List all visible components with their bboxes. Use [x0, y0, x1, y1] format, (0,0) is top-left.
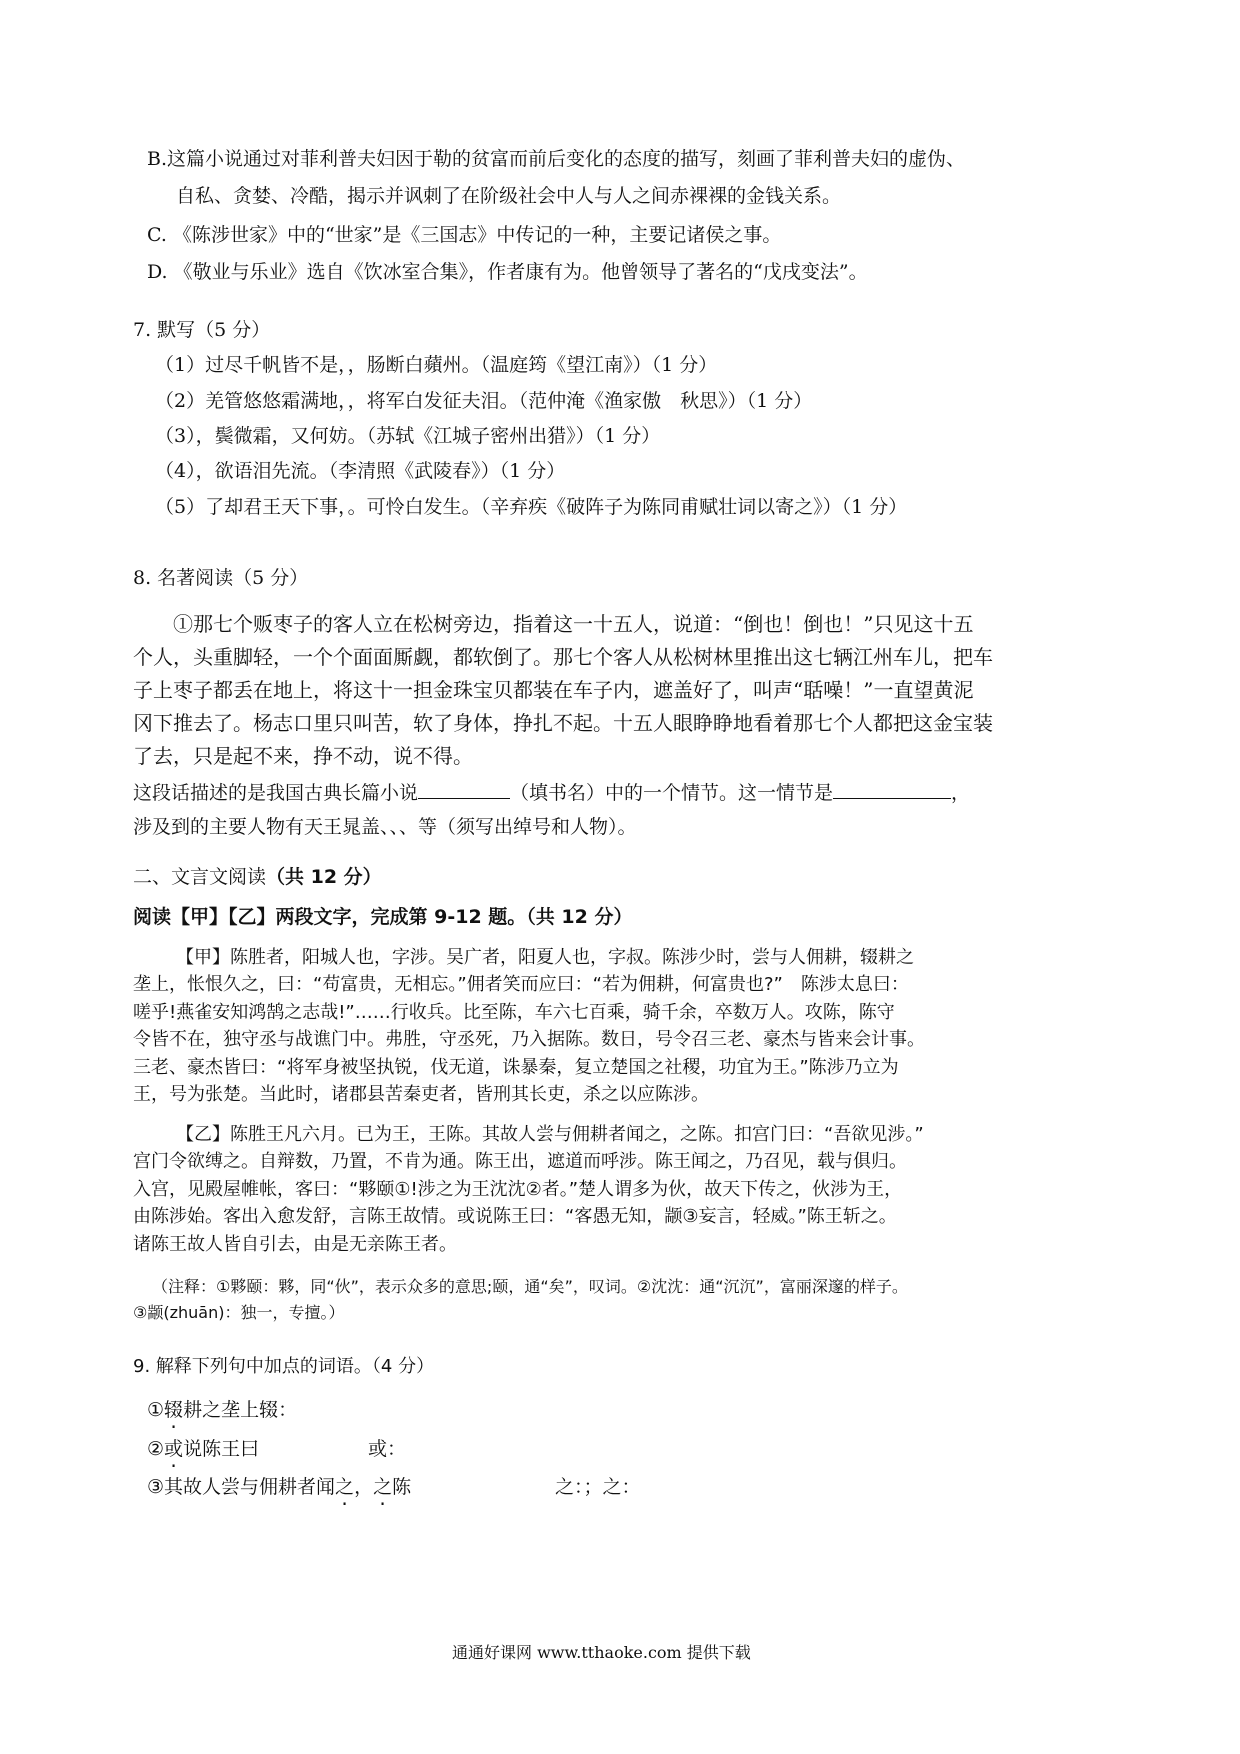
- plot-blank[interactable]: [833, 776, 951, 799]
- jia-line6: 王，号为张楚。当此时，诸郡县苦秦吏者，皆刑其长吏，杀之以应陈涉。: [133, 1084, 709, 1105]
- q8-question-line1: [133, 776, 970, 808]
- q9-item-2-text: 说陈王曰: [183, 1438, 260, 1460]
- q9-item-3-answer: 之：；之：: [555, 1476, 641, 1498]
- q9-item-2-num: ②: [147, 1438, 165, 1460]
- q8-question-part3: ，: [951, 782, 971, 804]
- jia-line2: 垄上，怅恨久之，曰：“苟富贵，无相忘。”佣者笑而应曰：“若为佣耕，何富贵也?” 陈涉太息曰：: [133, 974, 909, 995]
- notes-line1: （注释：①夥颐：夥，同“伙”，表示众多的意思;颐，通“矣”，叹词。②沈沈：通“沉沉”，富丽深邃的样子。: [152, 1277, 908, 1296]
- q9-item-2: [147, 1434, 259, 1464]
- q8-passage-line5: 了去，只是起不来，挣不动，说不得。: [133, 744, 473, 768]
- q7-item-3: （3），鬓微霜，又何妨。（苏轼《江城子密州出猎》）（1 分）: [155, 425, 661, 447]
- q9-item-3: [147, 1472, 411, 1502]
- dotted-word-zhi-2: 之: [373, 1476, 393, 1498]
- q7-item-4: （4），欲语泪先流。（李清照《武陵春》）（1 分）: [155, 460, 566, 482]
- section2-title: [133, 862, 382, 892]
- q9-item-3-tail: 陈: [392, 1476, 412, 1498]
- jia-line4: 令皆不在，独守丞与战谯门中。弗胜，守丞死，乃入据陈。数日，号令召三老、豪杰与皆来会计事。: [133, 1029, 925, 1050]
- q8-title: 8. 名著阅读（5 分）: [133, 567, 309, 589]
- jia-line1: 【甲】陈胜者，阳城人也，字涉。吴广者，阳夏人也，字叔。陈涉少时，尝与人佣耕，辍耕之: [176, 947, 914, 968]
- footer-source: 通通好课网 www.tthaoke.com 提供下载: [452, 1643, 751, 1662]
- jia-line3: 嗟乎!燕雀安知鸿鹄之志哉!”……行收兵。比至陈，车六七百乘，骑千余，卒数万人。攻陈，陈守: [133, 1002, 895, 1023]
- q8-passage-line3: 子上枣子都丢在地上，将这十一担金珠宝贝都装在车子内，遮盖好了，叫声“聒噪！”一直望黄泥: [133, 678, 974, 702]
- section2-title-score: （共 12 分）: [266, 866, 382, 888]
- option-b-line1: B.这篇小说通过对菲利普夫妇因于勒的贫富而前后变化的态度的描写，刻画了菲利普夫妇的虚伪、: [147, 148, 966, 170]
- q9-item-3-text: ③其故人尝与佣耕者闻: [147, 1476, 336, 1498]
- notes-line2: ③颛(zhuān)：独一，专擅。）: [133, 1303, 345, 1322]
- q9-item-1-text: 耕之垄上辍：: [183, 1399, 298, 1421]
- dotted-word-zhi-1: 之: [335, 1476, 355, 1498]
- q8-passage-line2: 个人，头重脚轻，一个个面面厮觑，都软倒了。那七个客人从松树林里推出这七辆江州车儿，把车: [133, 645, 993, 669]
- q7-title: 7. 默写（5 分）: [133, 319, 271, 341]
- option-d: D. 《敬业与乐业》选自《饮冰室合集》，作者康有为。他曾领导了著名的“戊戌变法”。: [147, 261, 868, 283]
- q7-item-5: （5）了却君王天下事，。可怜白发生。（辛弃疾《破阵子为陈同甫赋壮词以寄之》）（1 分）: [155, 496, 908, 518]
- section2-title-plain: 二、文言文阅读: [133, 866, 267, 888]
- yi-line5: 诸陈王故人皆自引去，由是无亲陈王者。: [133, 1234, 457, 1255]
- option-b-line2: 自私、贪婪、冷酷，揭示并讽刺了在阶级社会中人与人之间赤裸裸的金钱关系。: [176, 185, 842, 207]
- book-title-blank[interactable]: [418, 776, 510, 799]
- q9-item-2-answer: 或：: [368, 1438, 407, 1460]
- option-c: C. 《陈涉世家》中的“世家”是《三国志》中传记的一种，主要记诸侯之事。: [147, 224, 782, 246]
- yi-line4: 由陈涉始。客出入愈发舒，言陈王故情。或说陈王曰：“客愚无知，颛③妄言，轻威。”陈王斩之。: [133, 1206, 897, 1227]
- q8-question-part1: 这段话描述的是我国古典长篇小说: [133, 782, 419, 804]
- dotted-word-chuo: 辍: [164, 1399, 184, 1421]
- q7-item-1: （1）过尽千帆皆不是，，肠断白蘋州。（温庭筠《望江南》）（1 分）: [155, 354, 718, 376]
- q9-item-3-comma: ，: [354, 1476, 374, 1498]
- q7-item-2: （2）羌管悠悠霜满地，，将军白发征夫泪。（范仲淹《渔家傲 秋思》）（1 分）: [155, 390, 813, 412]
- q8-question-part2: （填书名）中的一个情节。这一情节是: [510, 782, 834, 804]
- yi-line1: 【乙】陈胜王凡六月。已为王，王陈。其故人尝与佣耕者闻之，之陈。扣宫门曰：“吾欲见涉。”: [176, 1124, 924, 1145]
- dotted-word-huo: 或: [164, 1438, 184, 1460]
- q9-item-1: [147, 1395, 297, 1425]
- section2-instruction: 阅读【甲】【乙】两段文字，完成第 9-12 题。（共 12 分）: [133, 906, 633, 928]
- jia-line5: 三老、豪杰皆曰：“将军身被坚执锐，伐无道，诛暴秦，复立楚国之社稷，功宜为王。”陈涉乃立为: [133, 1057, 899, 1078]
- q9-item-1-num: ①: [147, 1399, 165, 1421]
- yi-line3: 入宫，见殿屋帷帐，客曰：“夥颐①!涉之为王沈沈②者。”楚人谓多为伙，故天下传之，伙涉为王，: [133, 1179, 903, 1200]
- q8-passage-line4: 冈下推去了。杨志口里只叫苦，软了身体，挣扎不起。十五人眼睁睁地看着那七个人都把这金宝装: [133, 711, 993, 735]
- q8-passage-line1: ①那七个贩枣子的客人立在松树旁边，指着这一十五人，说道：“倒也！倒也！”只见这十五: [173, 612, 974, 636]
- q9-title: 9. 解释下列句中加点的词语。（4 分）: [133, 1356, 435, 1377]
- q8-question-line2: 涉及到的主要人物有天王晁盖、、、等（须写出绰号和人物）。: [133, 816, 637, 838]
- yi-line2: 宫门令欲缚之。自辩数，乃置，不肯为通。陈王出，遮道而呼涉。陈王闻之，乃召见，载与俱归。: [133, 1151, 907, 1172]
